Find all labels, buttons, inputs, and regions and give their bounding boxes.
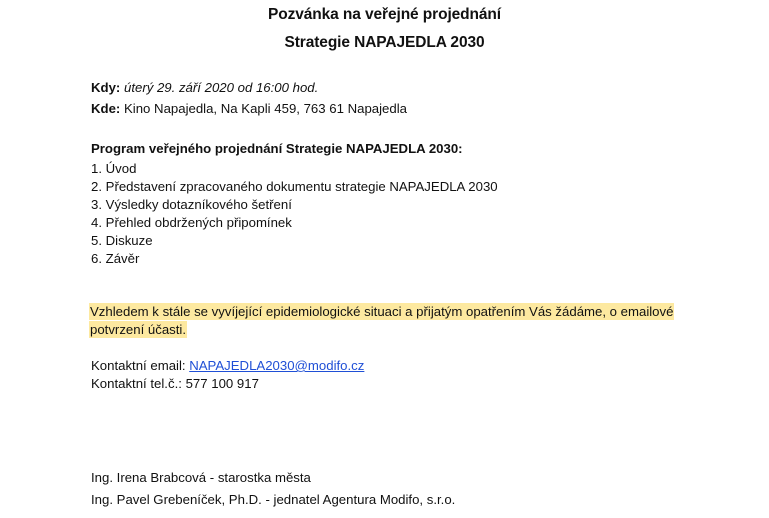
contact-email-label: Kontaktní email: bbox=[91, 358, 186, 373]
highlighted-notice-text: Vzhledem k stále se vyvíjející epidemiologické situaci a přijatým opatřením Vás žádáme, o emailové potvrzení účasti. bbox=[90, 304, 674, 337]
contact-email-line bbox=[91, 357, 364, 374]
signature-agency: Ing. Pavel Grebeníček, Ph.D. - jednatel Agentura Modifo, s.r.o. bbox=[91, 492, 456, 507]
program-item: 4. Přehled obdržených připomínek bbox=[91, 215, 292, 230]
contact-phone-label: Kontaktní tel.č.: bbox=[91, 376, 182, 391]
contact-phone-value: 577 100 917 bbox=[185, 376, 259, 391]
when-label: Kdy: bbox=[91, 80, 121, 95]
document-title: Pozvánka na veřejné projednání bbox=[267, 6, 502, 23]
contact-phone-line bbox=[91, 375, 259, 392]
program-item: 3. Výsledky dotazníkového šetření bbox=[91, 197, 292, 212]
program-item: 5. Diskuze bbox=[91, 233, 153, 248]
document-subtitle: Strategie NAPAJEDLA 2030 bbox=[284, 34, 485, 51]
signature-mayor: Ing. Irena Brabcová - starostka města bbox=[91, 470, 311, 485]
meta-where bbox=[91, 100, 407, 117]
program-item: 2. Představení zpracovaného dokumentu strategie NAPAJEDLA 2030 bbox=[91, 179, 498, 194]
where-value: Kino Napajedla, Na Kapli 459, 763 61 Napajedla bbox=[123, 101, 407, 116]
program-list bbox=[91, 160, 498, 268]
when-value: úterý 29. září 2020 od 16:00 hod. bbox=[123, 80, 319, 95]
program-heading: Program veřejného projednání Strategie NAPAJEDLA 2030: bbox=[91, 141, 463, 156]
attendance-notice bbox=[89, 303, 729, 338]
meta-when bbox=[91, 79, 318, 96]
contact-email-link[interactable]: NAPAJEDLA2030@modifo.cz bbox=[189, 358, 365, 373]
program-item: 6. Závěr bbox=[91, 251, 140, 266]
where-label: Kde: bbox=[91, 101, 121, 116]
program-item: 1. Úvod bbox=[91, 161, 137, 176]
